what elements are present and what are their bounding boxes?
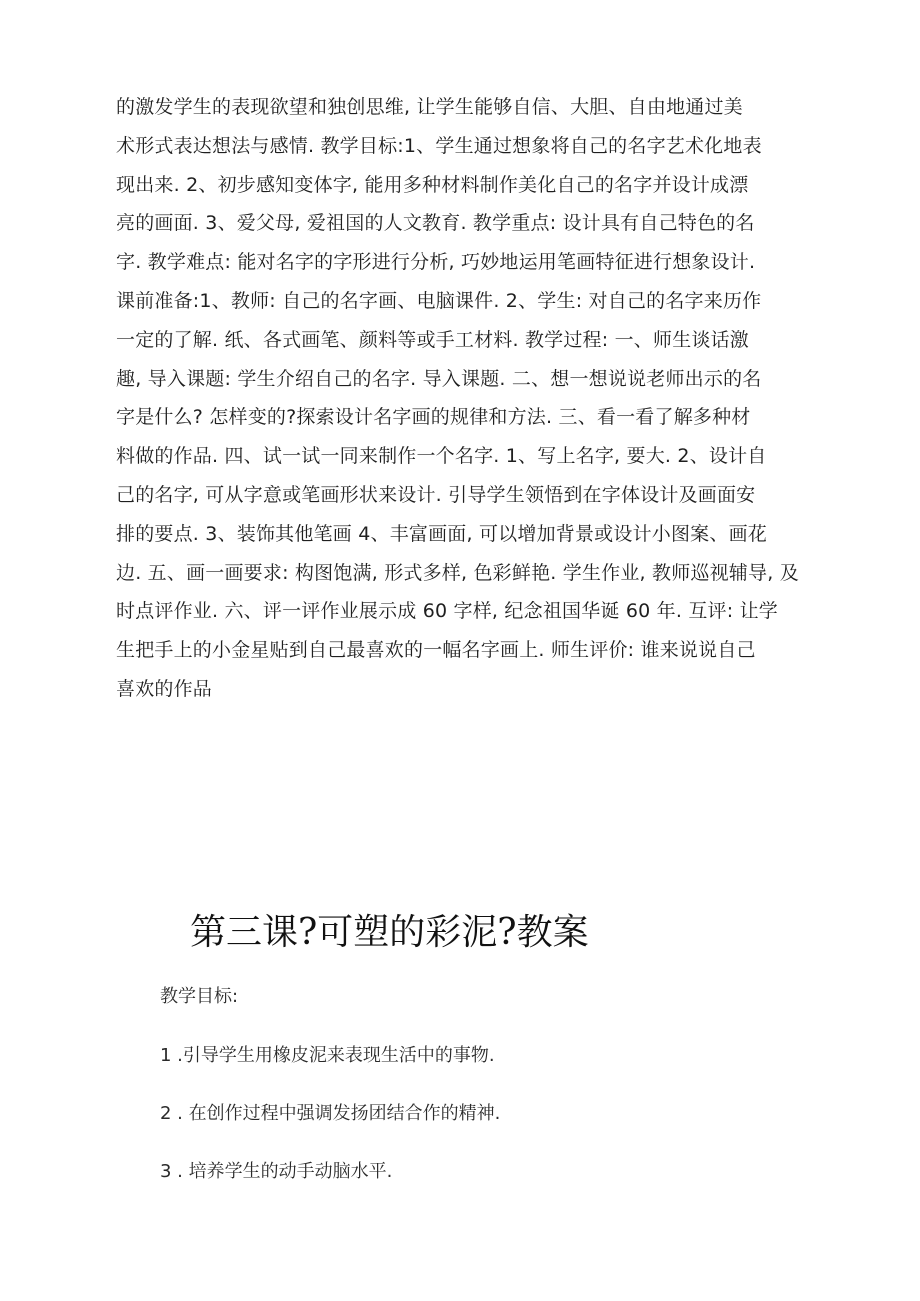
objectives-heading: 教学目标: xyxy=(160,986,239,1007)
body-line: 排的要点. 3、装饰其他笔画 4、丰富画面, 可以增加背景或设计小图案、画花 xyxy=(116,522,767,545)
body-line: 术形式表达想法与感情. 教学目标:1、学生通过想象将自己的名字艺术化地表 xyxy=(116,134,762,157)
body-line: 己的名字, 可从字意或笔画形状来设计. 引导学生领悟到在字体设计及画面安 xyxy=(116,483,756,506)
body-line: 边. 五、画一画要求: 构图饱满, 形式多样, 色彩鲜艳. 学生作业, 教师巡视辅导, 及 xyxy=(116,561,799,584)
body-line: 字. 教学难点: 能对名字的字形进行分析, 巧妙地运用笔画特征进行想象设计. xyxy=(116,251,756,274)
body-line: 现出来. 2、初步感知变体字, 能用多种材料制作美化自己的名字并设计成漂 xyxy=(116,173,749,196)
lesson-title: 第三课?可塑的彩泥?教案 xyxy=(190,912,589,953)
teaching-objectives xyxy=(160,978,860,1190)
objective-item: 1 .引导学生用橡皮泥来表现生活中的事物. xyxy=(160,1045,495,1066)
body-line: 的激发学生的表现欲望和独创思维, 让学生能够自信、大胆、自由地通过美 xyxy=(116,96,743,118)
body-line: 字是什么? 怎样变的?探索设计名字画的规律和方法. 三、看一看了解多种材 xyxy=(116,406,751,429)
body-line: 料做的作品. 四、试一试一同来制作一个名字. 1、写上名字, 要大. 2、设计自 xyxy=(116,445,767,468)
body-line: 课前准备:1、教师: 自己的名字画、电脑课件. 2、学生: 对自己的名字来历作 xyxy=(116,289,762,312)
body-line: 一定的了解. 纸、各式画笔、颜料等或手工材料. 教学过程: 一、师生谈话激 xyxy=(116,328,750,351)
objective-item: 2 . 在创作过程中强调发扬团结合作的精神. xyxy=(160,1103,501,1124)
body-line: 时点评作业. 六、评一评作业展示成 60 字样, 纪念祖国华诞 60 年. 互评: 让学 xyxy=(116,600,778,623)
objective-item: 3 . 培养学生的动手动脑水平. xyxy=(160,1161,393,1182)
body-text xyxy=(116,88,836,709)
body-line: 生把手上的小金星贴到自己最喜欢的一幅名字画上. 师生评价: 谁来说说自己 xyxy=(116,639,756,662)
body-line: 亮的画面. 3、爱父母, 爱祖国的人文教育. 教学重点: 设计具有自己特色的名 xyxy=(116,212,755,235)
body-line: 趣, 导入课题: 学生介绍自己的名字. 导入课题. 二、想一想说说老师出示的名 xyxy=(116,367,762,390)
body-line: 喜欢的作品 xyxy=(116,677,213,700)
